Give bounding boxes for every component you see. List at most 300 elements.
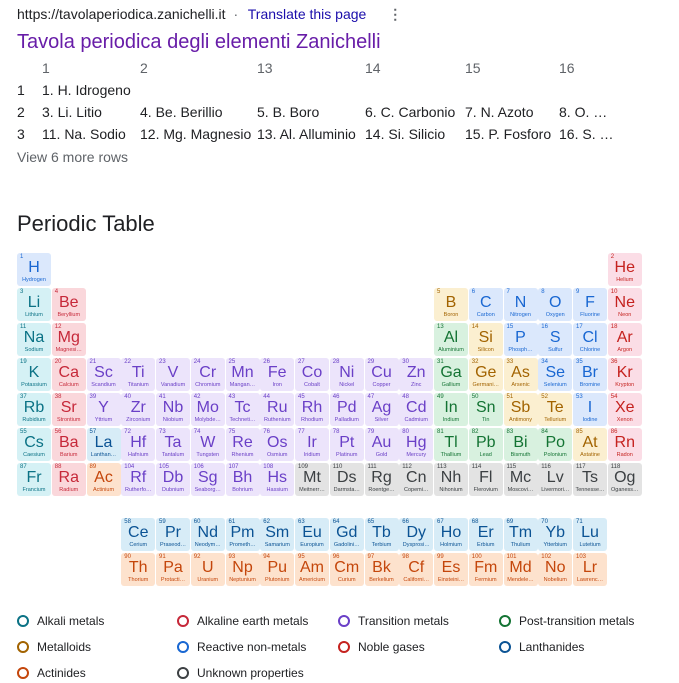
element-symbol: Cf <box>408 559 425 576</box>
element-tile-b[interactable] <box>434 288 468 321</box>
element-tile-y[interactable] <box>87 393 121 426</box>
result-title-link[interactable]: Tavola periodica degli elementi Zanichelli <box>17 31 381 53</box>
element-tile-rh[interactable] <box>295 393 329 426</box>
element-symbol: Pa <box>163 559 183 576</box>
element-tile-bh[interactable] <box>226 463 260 496</box>
element-name: Indium <box>442 417 460 423</box>
element-tile-mn[interactable] <box>226 358 260 391</box>
element-tile-pt[interactable] <box>330 428 364 461</box>
snippet-cell: 12. Mg. Magnesio <box>140 126 252 142</box>
element-tile-tc[interactable] <box>226 393 260 426</box>
element-name: Lithium <box>25 312 43 318</box>
atomic-number: 29 <box>367 359 375 365</box>
element-tile-rg[interactable] <box>365 463 399 496</box>
element-name: Praseod… <box>160 542 186 548</box>
element-symbol: Mg <box>57 329 80 346</box>
element-symbol: Au <box>371 434 392 451</box>
atomic-number: 12 <box>54 324 62 330</box>
element-tile-mg[interactable] <box>52 323 86 356</box>
element-symbol: Dy <box>406 524 427 541</box>
atomic-number: 104 <box>124 464 135 470</box>
element-symbol: Ru <box>267 399 288 416</box>
element-name: Thorium <box>128 577 149 583</box>
element-tile-mo[interactable] <box>191 393 225 426</box>
element-tile-ca[interactable] <box>52 358 86 391</box>
element-symbol: O <box>549 294 562 311</box>
element-tile-al[interactable] <box>434 323 468 356</box>
element-tile-og[interactable] <box>608 463 642 496</box>
element-tile-cr[interactable] <box>191 358 225 391</box>
snippet-cell: 16. S. … <box>559 126 614 142</box>
element-symbol: Tm <box>508 524 533 541</box>
element-tile-kr[interactable] <box>608 358 642 391</box>
atomic-number: 73 <box>159 429 166 435</box>
element-symbol: Lr <box>582 559 598 576</box>
atomic-number: 40 <box>124 394 131 400</box>
element-tile-ar[interactable] <box>608 323 642 356</box>
element-name: Yttrium <box>94 417 113 423</box>
element-tile-br[interactable] <box>573 358 607 391</box>
atomic-number: 41 <box>159 394 166 400</box>
atomic-number: 100 <box>471 554 482 560</box>
element-name: Mercury <box>406 452 427 458</box>
snippet-cell: 13. Al. Alluminio <box>257 126 356 142</box>
snippet-cell: 5. B. Boro <box>257 104 320 120</box>
element-symbol: Yb <box>545 524 566 541</box>
legend-label: Noble gases <box>358 640 425 654</box>
element-name: Gadolini… <box>333 542 360 548</box>
element-symbol: Ca <box>58 364 79 381</box>
element-name: Boron <box>443 312 459 318</box>
atomic-number: 113 <box>437 464 447 470</box>
element-name: Darmsta… <box>333 487 360 493</box>
element-symbol: Cs <box>24 434 44 451</box>
element-name: Copper <box>372 382 391 388</box>
element-tile-cf[interactable] <box>399 553 433 586</box>
element-symbol: Lv <box>546 469 564 486</box>
element-tile-ra[interactable] <box>52 463 86 496</box>
element-tile-cl[interactable] <box>573 323 607 356</box>
atomic-number: 18 <box>610 324 618 330</box>
element-tile-yb[interactable] <box>538 518 572 551</box>
element-symbol: In <box>444 399 458 416</box>
element-symbol: Ge <box>475 364 497 381</box>
element-tile-pd[interactable] <box>330 393 364 426</box>
element-name: Tantalum <box>161 452 185 458</box>
element-tile-s[interactable] <box>538 323 572 356</box>
element-tile-ta[interactable] <box>156 428 190 461</box>
atomic-number: 70 <box>541 519 548 525</box>
element-tile-db[interactable] <box>156 463 190 496</box>
element-symbol: Es <box>441 559 461 576</box>
element-tile-k[interactable] <box>17 358 51 391</box>
atomic-number: 10 <box>610 289 618 295</box>
element-tile-tl[interactable] <box>434 428 468 461</box>
element-symbol: Zr <box>130 399 146 416</box>
element-tile-li[interactable] <box>17 288 51 321</box>
element-tile-hs[interactable] <box>260 463 294 496</box>
element-tile-re[interactable] <box>226 428 260 461</box>
element-tile-fe[interactable] <box>260 358 294 391</box>
element-name: Carbon <box>476 312 495 318</box>
element-tile-lv[interactable] <box>538 463 572 496</box>
element-tile-os[interactable] <box>260 428 294 461</box>
element-tile-cn[interactable] <box>399 463 433 496</box>
element-tile-ts[interactable] <box>573 463 607 496</box>
element-name: Arsenic <box>511 382 530 388</box>
element-name: Tellurium <box>544 417 567 423</box>
element-tile-w[interactable] <box>191 428 225 461</box>
element-tile-sg[interactable] <box>191 463 225 496</box>
atomic-number: 52 <box>541 394 548 400</box>
element-tile-nb[interactable] <box>156 393 190 426</box>
element-name: Mendele… <box>507 577 534 583</box>
result-url[interactable]: https://tavolaperiodica.zanichelli.it <box>17 6 226 22</box>
atomic-number: 17 <box>576 324 583 330</box>
element-name: Beryllium <box>57 312 81 318</box>
atomic-number: 98 <box>402 554 409 560</box>
element-name: Iridium <box>303 452 321 458</box>
element-tile-rb[interactable] <box>17 393 51 426</box>
element-symbol: Pu <box>267 559 288 576</box>
element-name: Chromium <box>195 382 221 388</box>
element-symbol: Sr <box>60 399 77 416</box>
atomic-number: 114 <box>471 464 482 470</box>
element-symbol: Fm <box>474 559 498 576</box>
element-tile-no[interactable] <box>538 553 572 586</box>
element-tile-au[interactable] <box>365 428 399 461</box>
element-symbol: Fe <box>267 364 287 381</box>
element-tile-fr[interactable] <box>17 463 51 496</box>
element-tile-mc[interactable] <box>504 463 538 496</box>
element-symbol: Kr <box>616 364 633 381</box>
legend-label: Metalloids <box>37 640 92 654</box>
element-tile-po[interactable] <box>538 428 572 461</box>
element-name: Zinc <box>411 382 422 388</box>
element-name: Rubidium <box>22 417 46 423</box>
atomic-number: 26 <box>263 359 270 365</box>
element-name: Radium <box>59 487 79 493</box>
element-tile-si[interactable] <box>469 323 503 356</box>
element-tile-cs[interactable] <box>17 428 51 461</box>
element-name: Astatine <box>580 452 600 458</box>
element-tile-cu[interactable] <box>365 358 399 391</box>
element-tile-sn[interactable] <box>469 393 503 426</box>
atomic-number: 39 <box>89 394 97 400</box>
element-symbol: Pb <box>475 434 496 451</box>
atomic-number: 112 <box>402 464 412 470</box>
element-tile-zn[interactable] <box>399 358 433 391</box>
element-symbol: Ho <box>440 524 462 541</box>
element-symbol: Ga <box>440 364 462 381</box>
element-name: Dubnium <box>161 487 184 493</box>
element-name: Neon <box>618 312 632 318</box>
element-symbol: Rb <box>23 399 45 416</box>
element-symbol: Gd <box>336 524 358 541</box>
element-tile-i[interactable] <box>573 393 607 426</box>
atomic-number: 89 <box>89 464 97 470</box>
atomic-number: 102 <box>541 554 552 560</box>
element-tile-md[interactable] <box>504 553 538 586</box>
element-tile-cm[interactable] <box>330 553 364 586</box>
atomic-number: 22 <box>124 359 131 365</box>
element-tile-pu[interactable] <box>260 553 294 586</box>
element-tile-he[interactable] <box>608 253 642 286</box>
legend-label: Reactive non-metals <box>197 640 307 654</box>
element-symbol: Ne <box>614 294 635 311</box>
element-symbol: Hg <box>406 434 427 451</box>
atomic-number: 63 <box>298 519 305 525</box>
element-tile-as[interactable] <box>504 358 538 391</box>
atomic-number: 75 <box>228 429 236 435</box>
element-tile-at[interactable] <box>573 428 607 461</box>
atomic-number: 74 <box>193 429 201 435</box>
element-name: Flerovium <box>473 487 498 493</box>
element-symbol: Y <box>98 399 109 416</box>
atomic-number: 68 <box>471 519 479 525</box>
atomic-number: 6 <box>471 289 476 295</box>
element-tile-in[interactable] <box>434 393 468 426</box>
element-symbol: C <box>479 294 492 311</box>
element-symbol: La <box>94 434 113 451</box>
element-tile-ge[interactable] <box>469 358 503 391</box>
element-name: Dysprosi… <box>402 542 430 548</box>
element-tile-pm[interactable] <box>226 518 260 551</box>
element-tile-pb[interactable] <box>469 428 503 461</box>
element-symbol: Eu <box>302 524 322 541</box>
element-symbol: He <box>614 259 635 276</box>
element-tile-ce[interactable] <box>121 518 155 551</box>
atomic-number: 50 <box>471 394 479 400</box>
element-name: Iron <box>272 382 282 388</box>
element-name: Holmium <box>440 542 462 548</box>
element-tile-ag[interactable] <box>365 393 399 426</box>
element-tile-rf[interactable] <box>121 463 155 496</box>
element-name: Bohrium <box>232 487 253 493</box>
element-tile-co[interactable] <box>295 358 329 391</box>
element-tile-hf[interactable] <box>121 428 155 461</box>
atomic-number: 109 <box>298 464 309 470</box>
element-name: Roentge… <box>368 487 395 493</box>
snippet-cell: 1 <box>17 82 25 98</box>
element-symbol: Bh <box>232 469 253 486</box>
snippet-header-cell: 15 <box>465 60 481 76</box>
element-tile-gd[interactable] <box>330 518 364 551</box>
element-symbol: Mt <box>303 469 321 486</box>
element-tile-ds[interactable] <box>330 463 364 496</box>
atomic-number: 27 <box>298 359 305 365</box>
element-tile-na[interactable] <box>17 323 51 356</box>
element-tile-f[interactable] <box>573 288 607 321</box>
element-name: Europium <box>300 542 324 548</box>
element-tile-tm[interactable] <box>504 518 538 551</box>
element-tile-o[interactable] <box>538 288 572 321</box>
element-symbol: Cr <box>199 364 217 381</box>
atomic-number: 11 <box>20 324 27 330</box>
snippet-header-cell: 2 <box>140 60 148 76</box>
element-tile-be[interactable] <box>52 288 86 321</box>
element-tile-ru[interactable] <box>260 393 294 426</box>
atomic-number: 7 <box>506 289 510 295</box>
element-tile-np[interactable] <box>226 553 260 586</box>
element-tile-sm[interactable] <box>260 518 294 551</box>
atomic-number: 38 <box>54 394 62 400</box>
element-symbol: Te <box>546 399 564 416</box>
element-tile-p[interactable] <box>504 323 538 356</box>
element-tile-se[interactable] <box>538 358 572 391</box>
element-tile-ti[interactable] <box>121 358 155 391</box>
element-symbol: Be <box>58 294 79 311</box>
element-tile-fl[interactable] <box>469 463 503 496</box>
element-tile-ni[interactable] <box>330 358 364 391</box>
element-name: Chlorine <box>579 347 601 353</box>
element-tile-er[interactable] <box>469 518 503 551</box>
element-tile-te[interactable] <box>538 393 572 426</box>
element-tile-sb[interactable] <box>504 393 538 426</box>
element-name: Krypton <box>615 382 635 388</box>
translate-link[interactable]: Translate this page <box>247 6 367 22</box>
element-name: Germani… <box>472 382 500 388</box>
url-separator: · <box>233 6 239 22</box>
element-tile-bi[interactable] <box>504 428 538 461</box>
element-tile-pr[interactable] <box>156 518 190 551</box>
element-tile-h[interactable] <box>17 253 51 286</box>
atomic-number: 78 <box>332 429 340 435</box>
element-tile-th[interactable] <box>121 553 155 586</box>
element-name: Einsteini… <box>437 577 465 583</box>
element-tile-ir[interactable] <box>295 428 329 461</box>
snippet-cell: 4. Be. Berillio <box>140 104 223 120</box>
legend-ring-icon <box>17 615 29 627</box>
atomic-number: 87 <box>20 464 27 470</box>
element-name: Lutetium <box>579 542 601 548</box>
atomic-number: 99 <box>437 554 444 560</box>
element-name: Gold <box>375 452 388 458</box>
element-tile-mt[interactable] <box>295 463 329 496</box>
element-name: Neptunium <box>229 577 256 583</box>
element-name: Tin <box>482 417 490 423</box>
atomic-number: 21 <box>89 359 97 365</box>
element-symbol: Tc <box>234 399 251 416</box>
element-tile-ba[interactable] <box>52 428 86 461</box>
view-more-rows-link[interactable]: View 6 more rows <box>17 149 129 165</box>
element-name: Rhenium <box>231 452 254 458</box>
atomic-number: 115 <box>506 464 517 470</box>
element-symbol: Sn <box>475 399 496 416</box>
element-tile-lu[interactable] <box>573 518 607 551</box>
snippet-cell: 3. Li. Litio <box>42 104 102 120</box>
atomic-number: 9 <box>576 289 580 295</box>
element-tile-sr[interactable] <box>52 393 86 426</box>
snippet-cell: 1. H. Idrogeno <box>42 82 131 98</box>
element-tile-ga[interactable] <box>434 358 468 391</box>
element-symbol: Pm <box>230 524 255 541</box>
atomic-number: 25 <box>228 359 236 365</box>
atomic-number: 15 <box>506 324 514 330</box>
atomic-number: 33 <box>506 359 514 365</box>
element-tile-tb[interactable] <box>365 518 399 551</box>
element-name: Helium <box>616 277 634 283</box>
atomic-number: 84 <box>541 429 548 435</box>
atomic-number: 66 <box>402 519 409 525</box>
element-name: Ytterbium <box>543 542 568 548</box>
element-tile-v[interactable] <box>156 358 190 391</box>
element-tile-fm[interactable] <box>469 553 503 586</box>
element-name: Phosph… <box>508 347 533 353</box>
atomic-number: 103 <box>576 554 587 560</box>
element-name: Protacti… <box>160 577 186 583</box>
element-tile-bk[interactable] <box>365 553 399 586</box>
element-tile-eu[interactable] <box>295 518 329 551</box>
element-tile-nd[interactable] <box>191 518 225 551</box>
atomic-number: 53 <box>576 394 583 400</box>
more-options-icon[interactable]: ⋮ <box>388 6 403 22</box>
element-tile-ac[interactable] <box>87 463 121 496</box>
element-symbol: F <box>585 294 595 311</box>
element-tile-lr[interactable] <box>573 553 607 586</box>
element-symbol: Rn <box>614 434 635 451</box>
element-name: Nihonium <box>439 487 463 493</box>
element-tile-la[interactable] <box>87 428 121 461</box>
atomic-number: 59 <box>159 519 166 525</box>
element-tile-ne[interactable] <box>608 288 642 321</box>
snippet-cell: 3 <box>17 126 25 142</box>
element-symbol: S <box>549 329 561 346</box>
atomic-number: 107 <box>228 464 239 470</box>
atomic-number: 13 <box>437 324 444 330</box>
legend-label: Actinides <box>37 666 86 680</box>
element-tile-rn[interactable] <box>608 428 642 461</box>
element-symbol: Pt <box>339 434 355 451</box>
element-name: Scandium <box>91 382 116 388</box>
element-symbol: No <box>545 559 566 576</box>
element-name: Seaborg… <box>194 487 221 493</box>
element-tile-dy[interactable] <box>399 518 433 551</box>
element-tile-es[interactable] <box>434 553 468 586</box>
element-tile-sc[interactable] <box>87 358 121 391</box>
element-tile-c[interactable] <box>469 288 503 321</box>
element-symbol: Ba <box>58 434 79 451</box>
atomic-number: 117 <box>576 464 586 470</box>
element-tile-hg[interactable] <box>399 428 433 461</box>
element-name: Plutonium <box>265 577 290 583</box>
element-symbol: Cl <box>582 329 598 346</box>
atomic-number: 46 <box>332 394 340 400</box>
element-tile-ho[interactable] <box>434 518 468 551</box>
element-tile-nh[interactable] <box>434 463 468 496</box>
element-symbol: Rf <box>130 469 147 486</box>
element-tile-am[interactable] <box>295 553 329 586</box>
element-tile-cd[interactable] <box>399 393 433 426</box>
element-tile-pa[interactable] <box>156 553 190 586</box>
atomic-number: 23 <box>159 359 166 365</box>
element-name: Mangan… <box>229 382 256 388</box>
element-symbol: Er <box>477 524 494 541</box>
element-name: Oxygen <box>545 312 565 318</box>
element-name: Bismuth <box>510 452 531 458</box>
element-symbol: Bk <box>372 559 391 576</box>
element-tile-u[interactable] <box>191 553 225 586</box>
element-tile-zr[interactable] <box>121 393 155 426</box>
element-symbol: Na <box>23 329 45 346</box>
element-symbol: N <box>514 294 527 311</box>
element-name: Sodium <box>24 347 44 353</box>
element-tile-xe[interactable] <box>608 393 642 426</box>
element-tile-n[interactable] <box>504 288 538 321</box>
element-symbol: Mn <box>231 364 254 381</box>
element-name: Tennesse… <box>575 487 605 493</box>
element-symbol: Ce <box>128 524 149 541</box>
